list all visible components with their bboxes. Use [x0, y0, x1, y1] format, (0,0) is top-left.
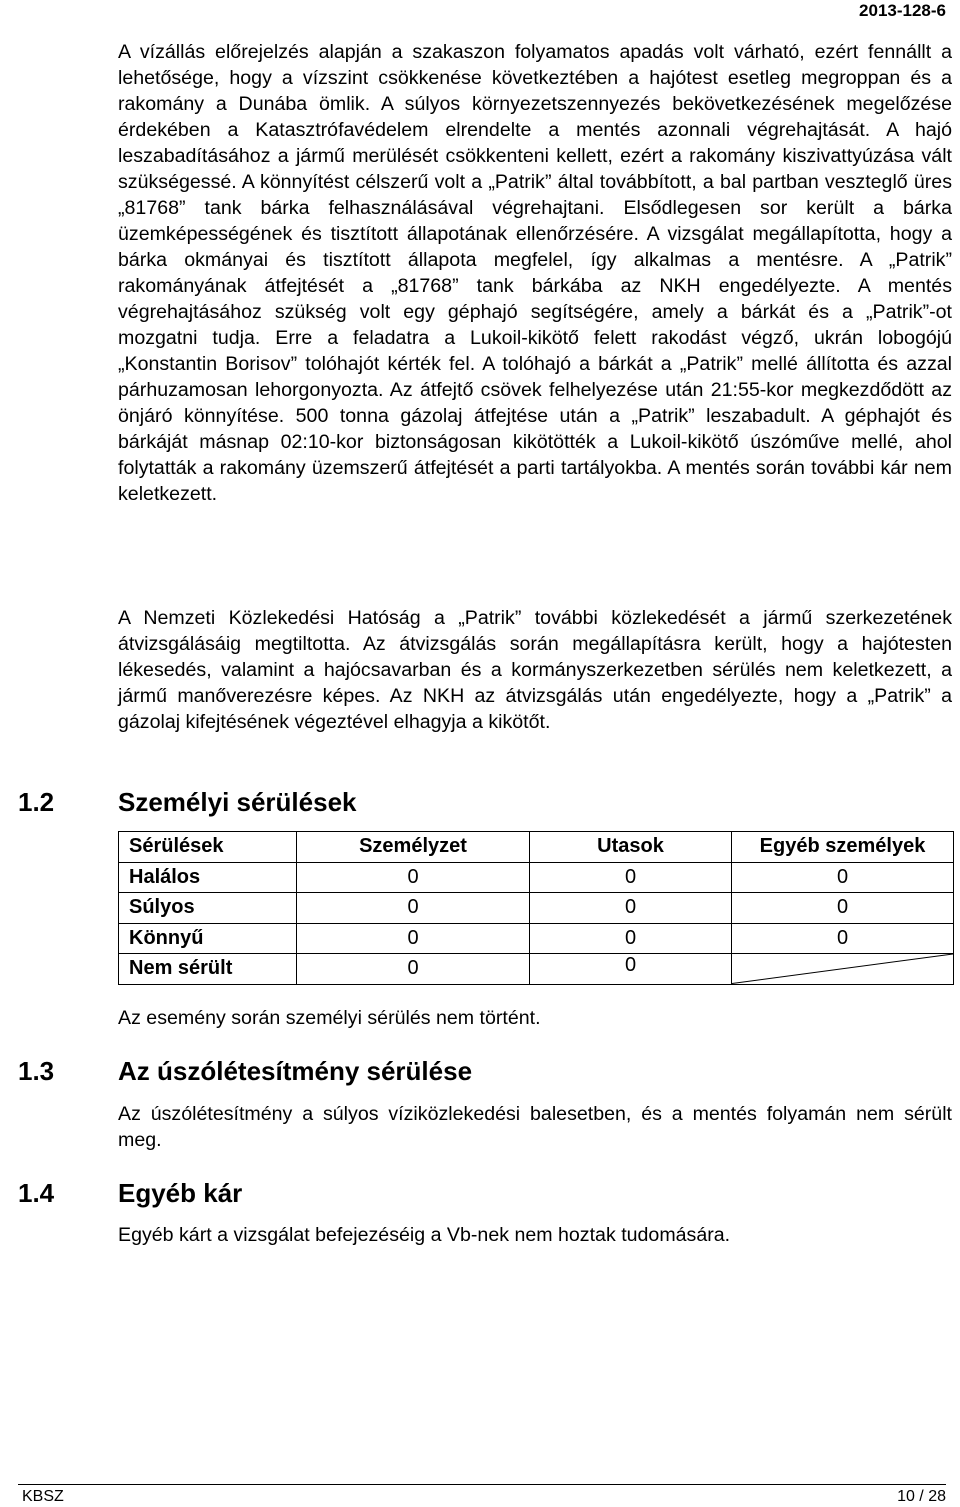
injuries-table: [118, 831, 954, 985]
table-row: [119, 862, 954, 893]
paragraph-rescue: A vízállás előrejelzés alapján a szakaszon folyamatos apadás volt várható, ezért fennállt a lehetősége, hogy a vízszint csökkenése következtében a hajótest esetleg megroppan és a rakomány a Dunába ömlik. A súlyos környezetszennyezés bekövetkezésének megelőzése érdekében a Katasztrófavédelem elrendelte a mentés azonnali végrehajtását. A hajó leszabadításához a jármű merülését csökkenteni kellett, ezért a rakomány kiszivattyúzása vált szükségessé. A könnyítést célszerű volt a „Patrik” által továbbított, a bal partban veszteglő üres „81768” tank bárka felhasználásával végrehajtani. Elsődlegesen sor került a bárka üzemképességének és tisztított állapotának ellenőrzésére. A vizsgálat megállapította, hogy a bárka okmányai és tisztított állapota megfelel, így alkalmas a mentésre. A „Patrik” rakományának átfejtését a „81768” tank bárkába az NKH engedélyezte. A mentés végrehajtásához szükség volt egy géphajó segítségére, amely a bárkát és a „Patrik”-ot mozgatni tudja. Erre a feladatra a Lukoil-kikötő felett rakodást végző, ukrán lobogójú „Konstantin Borisov” tolóhajót kérték fel. A tolóhajó a bárkát a „Patrik” mellé állította és azzal párhuzamosan lehorgonyozta. Az átfejtő csövek felhelyezése után 21:55-kor megkezdődött az önjáró könnyítése. 500 tonna gázolaj átfejtése után a „Patrik” leszabadult. A géphajót és bárkáját másnap 02:10-kor biztonságosan kikötötték a Lukoil-kikötő úszóműve mellé, ahol folytatták a rakomány üzemszerű átfejtését a parti tartályokba. A mentés során további kár nem keletkezett.: [118, 41, 952, 505]
table-cell: 0: [530, 862, 732, 893]
paragraph-inspection: A Nemzeti Közlekedési Hatóság a „Patrik” további közlekedését a jármű szerkezetének átvizsgálásáig megtiltotta. Az átvizsgálás során megállapításra került, hogy a hajótesten lékesedés, valamint a hajócsavarban és a kormányszerkezetben sérülés nem keletkezett, a jármű manőverezésre képes. Az NKH az átvizsgálás után engedélyezte, hogy a „Patrik” a gázolaj kifejtésének végeztével elhagyja a kikötőt.: [118, 607, 952, 733]
section-title: Személyi sérülések: [118, 787, 357, 817]
row-label: Súlyos: [119, 893, 297, 924]
section-title: Az úszólétesítmény sérülése: [118, 1056, 473, 1086]
section-number: 1.2: [18, 787, 55, 817]
table-cell: 0: [732, 923, 954, 954]
table-row: [119, 923, 954, 954]
row-label: Nem sérült: [119, 954, 297, 985]
table-cell: 0: [732, 862, 954, 893]
paragraph-other-damage: Egyéb kárt a vizsgálat befejezéséig a Vb-nek nem hoztak tudomására.: [118, 1224, 731, 1246]
table-cell: 0: [297, 954, 530, 985]
table-cell: 0: [530, 954, 732, 985]
table-header-row: [119, 832, 954, 863]
row-label: Könnyű: [119, 923, 297, 954]
table-header-cell: Személyzet: [297, 832, 530, 863]
paragraph-no-injuries: Az esemény során személyi sérülés nem történt.: [118, 1007, 541, 1029]
table-cell: 0: [732, 893, 954, 924]
table-cell: 0: [530, 893, 732, 924]
section-heading-1-2: [18, 786, 357, 818]
section-number: 1.3: [18, 1056, 55, 1086]
section-heading-1-4: [18, 1177, 242, 1209]
section-number: 1.4: [18, 1178, 55, 1208]
table-cell: 0: [297, 893, 530, 924]
table-row: [119, 893, 954, 924]
section-title: Egyéb kár: [118, 1178, 243, 1208]
paragraph-vessel-damage: Az úszólétesítmény a súlyos víziközlekedési balesetben, és a mentés folyamán nem sérült meg.: [118, 1103, 952, 1151]
table-cell: 0: [530, 923, 732, 954]
table-header-cell: Egyéb személyek: [732, 832, 954, 863]
table-row: [119, 954, 954, 985]
footer-divider: [18, 1484, 946, 1485]
table-cell: 0: [297, 923, 530, 954]
document-id: 2013-128-6: [859, 1, 946, 20]
table-header-cell: Utasok: [530, 832, 732, 863]
footer-organization: KBSZ: [22, 1488, 64, 1505]
row-label: Halálos: [119, 862, 297, 893]
page-number: 10 / 28: [897, 1488, 946, 1505]
table-header-cell: Sérülések: [119, 832, 297, 863]
table-cell: 0: [297, 862, 530, 893]
diagonal-line: [732, 954, 953, 984]
not-applicable-cell: [732, 954, 954, 985]
section-heading-1-3: [18, 1055, 472, 1087]
